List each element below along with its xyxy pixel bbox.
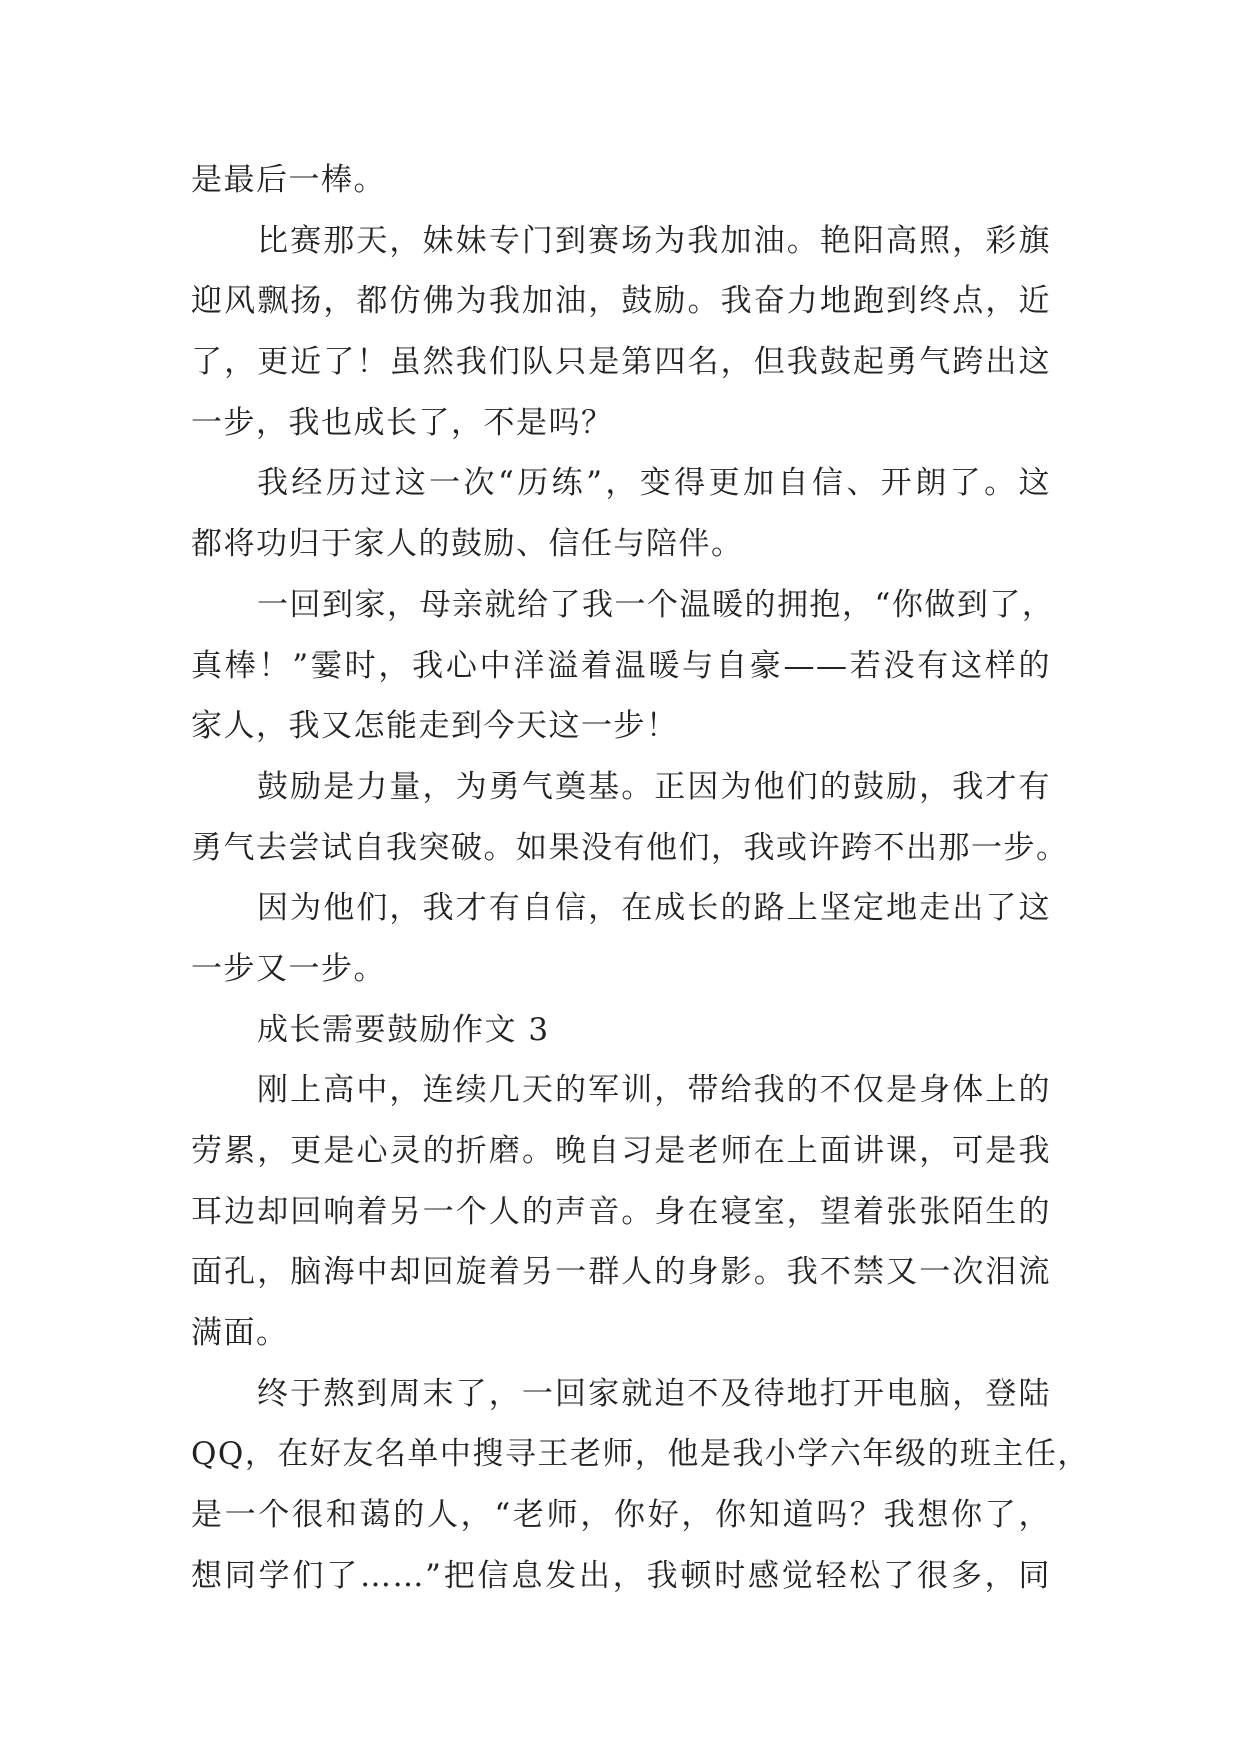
text-line: 真棒！”霎时，我心中洋溢着温暖与自豪——若没有这样的 xyxy=(191,647,1051,684)
text-line: 是最后一棒。 xyxy=(191,162,386,198)
text-line: 家人，我又怎能走到今天这一步！ xyxy=(191,708,679,745)
text-line: 劳累，更是心灵的折磨。晚自习是老师在上面讲课，可是我 xyxy=(191,1133,1051,1169)
essay-body xyxy=(191,150,1090,1607)
text-line: 一回到家，母亲就给了我一个温暖的拥抱，“你做到了， xyxy=(257,586,1055,623)
text-line: 鼓励是力量，为勇气奠基。正因为他们的鼓励，我才有 xyxy=(257,768,1051,805)
text-line: 想同学们了……”把信息发出，我顿时感觉轻松了很多，同 xyxy=(191,1557,1051,1594)
text-line: 勇气去尝试自我突破。如果没有他们，我或许跨不出那一步。 xyxy=(191,829,1069,866)
text-line: 比赛那天，妹妹专门到赛场为我加油。艳阳高照，彩旗 xyxy=(257,222,1051,259)
text-line: 耳边却回响着另一个人的声音。身在寝室，望着张张陌生的 xyxy=(191,1193,1051,1230)
text-line: 一步又一步。 xyxy=(191,950,386,987)
text-line: 是一个很和蔼的人，“老师，你好，你知道吗？我想你了， xyxy=(191,1497,1051,1534)
text-line: 迎风飘扬，都仿佛为我加油，鼓励。我奋力地跑到终点，近 xyxy=(191,283,1051,320)
text-line: 刚上高中，连续几天的军训，带给我的不仅是身体上的 xyxy=(257,1072,1051,1109)
text-line: 满面。 xyxy=(191,1315,289,1352)
text-line: 终于熬到周末了，一回家就迫不及待地打开电脑，登陆 xyxy=(257,1375,1051,1412)
text-line: 因为他们，我才有自信，在成长的路上坚定地走出了这 xyxy=(257,890,1051,927)
text-line: 了，更近了！虽然我们队只是第四名，但我鼓起勇气跨出这 xyxy=(191,344,1051,381)
section-heading: 成长需要鼓励作文 3 xyxy=(257,1011,550,1048)
text-line: 面孔，脑海中却回旋着另一群人的身影。我不禁又一次泪流 xyxy=(191,1254,1051,1291)
text-line: 我经历过这一次“历练”，变得更加自信、开朗了。这 xyxy=(257,465,1051,502)
text-line: 一步，我也成长了，不是吗？ xyxy=(191,404,614,441)
text-line: QQ，在好友名单中搜寻王老师，他是我小学六年级的班主任， xyxy=(191,1436,1090,1473)
text-line: 都将功归于家人的鼓励、信任与陪伴。 xyxy=(191,526,744,563)
